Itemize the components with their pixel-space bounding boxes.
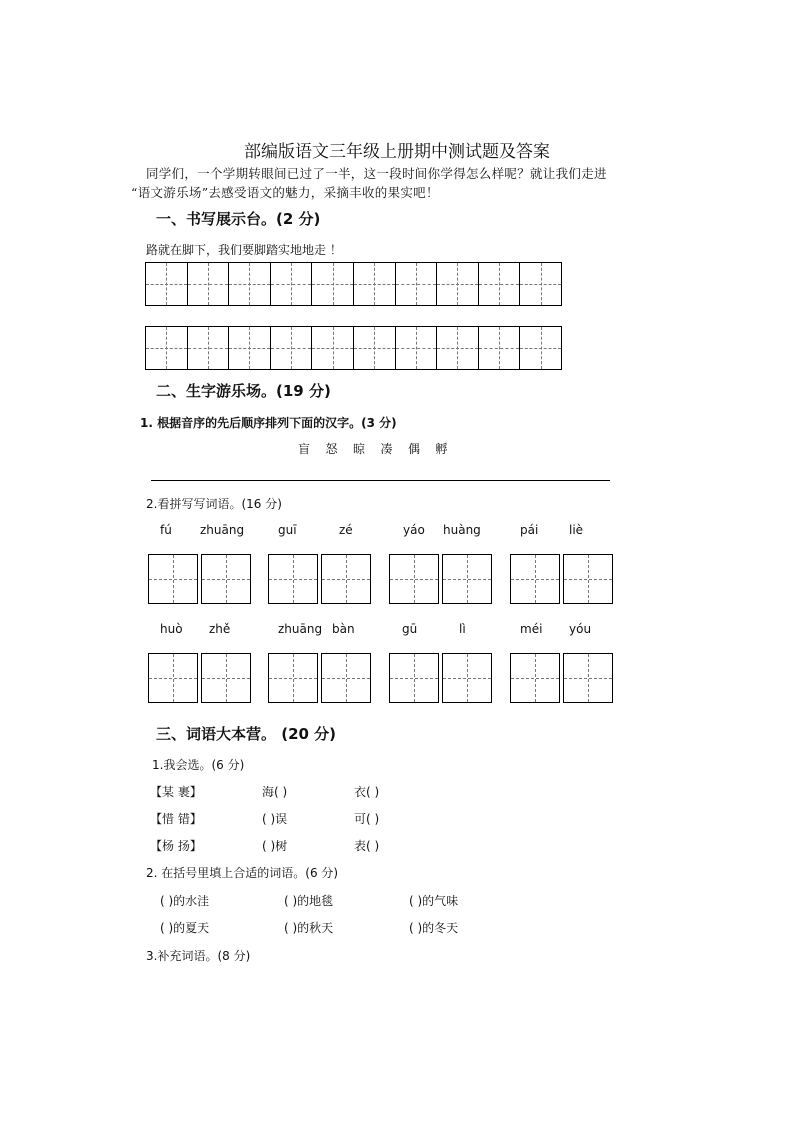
q1-char: 凑 [380, 442, 393, 456]
pinyin: méi [520, 622, 543, 636]
grid-cell[interactable] [436, 327, 478, 369]
choice-blank[interactable]: 海( ) [262, 785, 288, 799]
intro-line-2: “语文游乐场”去感受语文的魅力，采摘丰收的果实吧！ [131, 185, 439, 200]
choice-pair: 【杨 扬】 [150, 839, 202, 853]
section-3-q2-label: 2. 在括号里填上合适的词语。(6 分) [146, 866, 339, 880]
grid-cell[interactable] [478, 263, 520, 305]
fill-blank[interactable]: ( )的秋天 [284, 921, 334, 935]
pinyin: zé [339, 523, 353, 537]
grid-cell[interactable] [228, 327, 270, 369]
choice-blank[interactable]: 表( ) [354, 839, 380, 853]
tianzige-box[interactable] [268, 653, 318, 703]
choice-blank[interactable]: 可( ) [354, 812, 380, 826]
grid-cell[interactable] [519, 263, 561, 305]
choice-pair: 【惜 错】 [150, 812, 202, 826]
section-2-q1-label: 1. 根据音序的先后顺序排列下面的汉字。(3 分) [140, 416, 397, 430]
q1-characters [298, 440, 463, 457]
tianzige-box[interactable] [389, 554, 439, 604]
grid-cell[interactable] [270, 327, 312, 369]
tianzige-box[interactable] [148, 653, 198, 703]
fill-blank[interactable]: ( )的气味 [409, 894, 459, 908]
choice-blank[interactable]: 衣( ) [354, 785, 380, 799]
answer-line[interactable] [151, 480, 610, 481]
q1-char: 偶 [408, 442, 421, 456]
tianzige-box[interactable] [201, 554, 251, 604]
tianzige-box[interactable] [321, 653, 371, 703]
grid-cell[interactable] [146, 327, 187, 369]
grid-cell[interactable] [353, 327, 395, 369]
pinyin: lì [459, 622, 466, 636]
pinyin: zhuāng [200, 523, 245, 537]
q1-char: 怒 [325, 442, 338, 456]
writing-grid-row-1[interactable] [145, 262, 562, 306]
tianzige-box[interactable] [268, 554, 318, 604]
section-3-heading: 三、词语大本营。 (20 分) [156, 725, 337, 743]
pinyin: bàn [332, 622, 355, 636]
pinyin: fú [160, 523, 172, 537]
section-2-q2-label: 2.看拼写写词语。(16 分) [146, 497, 282, 511]
choice-blank[interactable]: ( )树 [262, 839, 288, 853]
grid-cell[interactable] [478, 327, 520, 369]
tianzige-box[interactable] [563, 653, 613, 703]
grid-cell[interactable] [519, 327, 561, 369]
fill-blank[interactable]: ( )的夏天 [160, 921, 210, 935]
pinyin: pái [520, 523, 539, 537]
pinyin: huò [160, 622, 183, 636]
section-1-heading: 一、书写展示台。(2 分) [156, 210, 321, 228]
section-3-q3-label: 3.补充词语。(8 分) [146, 949, 251, 963]
grid-cell[interactable] [187, 263, 229, 305]
section-3-q1-label: 1.我会选。(6 分) [152, 758, 245, 772]
q1-char: 晾 [353, 442, 366, 456]
pinyin: zhuāng [278, 622, 323, 636]
grid-cell[interactable] [146, 263, 187, 305]
grid-cell[interactable] [395, 327, 437, 369]
pinyin: yóu [569, 622, 592, 636]
choice-pair: 【某 裹】 [150, 785, 202, 799]
section-2-heading: 二、生字游乐场。(19 分) [156, 382, 331, 400]
fill-blank[interactable]: ( )的地毯 [284, 894, 334, 908]
grid-cell[interactable] [228, 263, 270, 305]
pinyin: huàng [443, 523, 481, 537]
intro-line-1: 同学们，一个学期转眼间已过了一半，这一段时间你学得怎么样呢？就让我们走进 [146, 166, 607, 181]
tianzige-box[interactable] [510, 653, 560, 703]
tianzige-box[interactable] [563, 554, 613, 604]
grid-cell[interactable] [311, 263, 353, 305]
page-title: 部编版语文三年级上册期中测试题及答案 [244, 142, 550, 162]
grid-cell[interactable] [270, 263, 312, 305]
pinyin: yáo [403, 523, 425, 537]
tianzige-box[interactable] [442, 653, 492, 703]
grid-cell[interactable] [395, 263, 437, 305]
section-1-prompt: 路就在脚下，我们要脚踏实地地走 ！ [146, 243, 342, 257]
pinyin: gū [402, 622, 418, 636]
grid-cell[interactable] [187, 327, 229, 369]
q1-char: 盲 [298, 442, 311, 456]
tianzige-box[interactable] [510, 554, 560, 604]
grid-cell[interactable] [353, 263, 395, 305]
pinyin: liè [569, 523, 584, 537]
tianzige-box[interactable] [321, 554, 371, 604]
tianzige-box[interactable] [442, 554, 492, 604]
tianzige-box[interactable] [148, 554, 198, 604]
grid-cell[interactable] [436, 263, 478, 305]
q1-char: 孵 [435, 442, 448, 456]
fill-blank[interactable]: ( )的水洼 [160, 894, 210, 908]
fill-blank[interactable]: ( )的冬天 [409, 921, 459, 935]
pinyin: guī [278, 523, 297, 537]
pinyin: zhě [209, 622, 231, 636]
tianzige-box[interactable] [201, 653, 251, 703]
writing-grid-row-2[interactable] [145, 326, 562, 370]
grid-cell[interactable] [311, 327, 353, 369]
tianzige-box[interactable] [389, 653, 439, 703]
choice-blank[interactable]: ( )误 [262, 812, 288, 826]
